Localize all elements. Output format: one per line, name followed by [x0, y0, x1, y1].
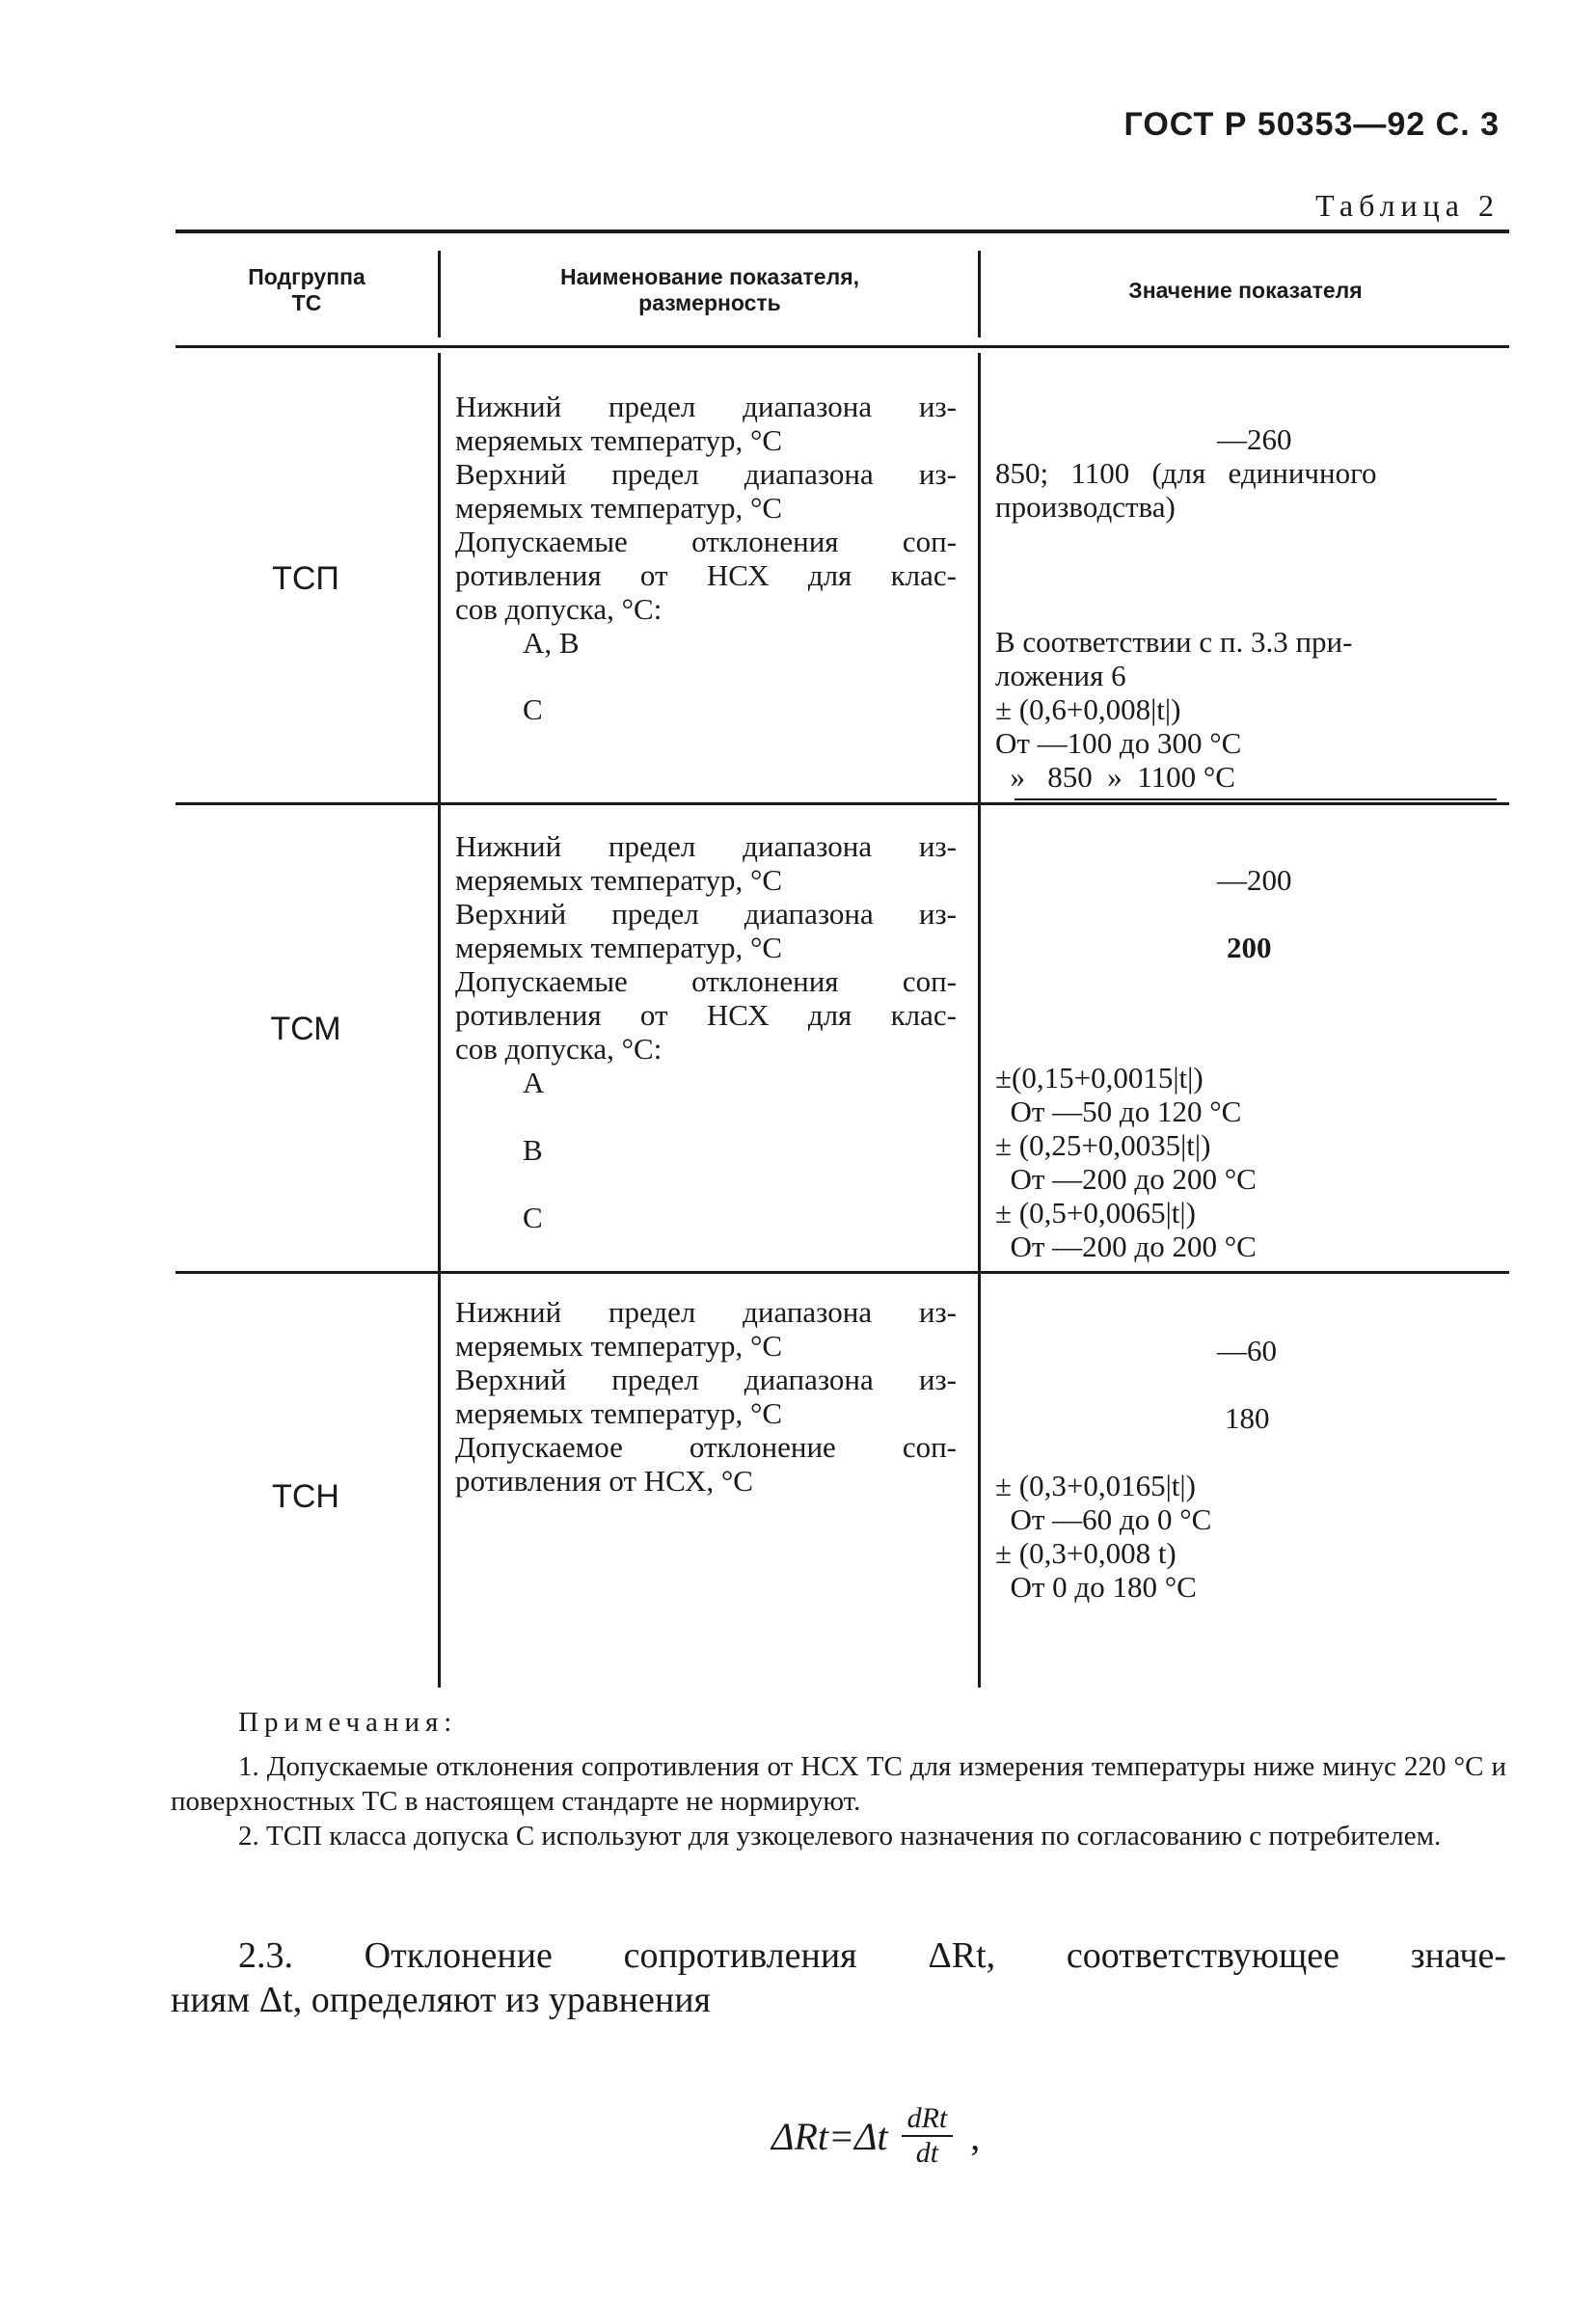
header-vline-2 [978, 251, 981, 338]
paragraph-line-2: ниям Δt, определяют из уравнения [171, 1980, 712, 2020]
tsp-c-3: » 850 » 1100 °С [995, 760, 1235, 794]
row-divider-2 [176, 1271, 1509, 1274]
body-vline-2 [978, 353, 981, 1688]
tsn-upper: 180 [1225, 1401, 1270, 1435]
header-vline-1 [438, 251, 441, 338]
group-tsp: ТСП [272, 560, 339, 597]
row-tsn-names: Нижний предел диапазона из- меряемых температур, °С Верхний предел диапазона из- меряемых температур, °С Допускаемое отклонение соп- ротивления от НСХ, °С [455, 1295, 957, 1498]
header-name: Наименование показателя, размерность [559, 264, 860, 315]
formula-comma: , [970, 2114, 981, 2158]
formula-fraction [902, 2102, 954, 2170]
section-paragraph [171, 1933, 1506, 2022]
row-tsp-names: Нижний предел диапазона из- меряемых температур, °С Верхний предел диапазона из- меряемых температур, °С Допускаемые отклонения соп- ротивления от НСХ для клас- сов допуска, °С: А, В С [455, 390, 957, 726]
tsn-d-2: От —60 до 0 °С [995, 1502, 1212, 1536]
tsm-upper: 200 [1227, 931, 1272, 964]
notes-block [171, 1705, 1506, 1853]
tsn-d-4: От 0 до 180 °С [995, 1570, 1197, 1604]
tsp-c-2: От —100 до 300 °С [995, 726, 1242, 760]
table-label: Таблица 2 [1315, 188, 1500, 223]
row-tsm-names: Нижний предел диапазона из- меряемых температур, °С Верхний предел диапазона из- меряемых температур, °С Допускаемые отклонения соп- ротивления от НСХ для клас- сов допуска, °С: А В С [455, 829, 957, 1234]
tsm-c-2: От —200 до 200 °С [995, 1230, 1257, 1263]
header-group: Подгруппа ТС [248, 264, 365, 315]
header-value: Значение показателя [1128, 278, 1363, 303]
tsm-a-2: От —50 до 120 °С [995, 1094, 1242, 1128]
tsp-upper-2: производства) [995, 490, 1176, 524]
paragraph-line-1: 2.3. Отклонение сопротивления ΔRt, соответствующее значе- [238, 1935, 1506, 1976]
tsm-b-2: От —200 до 200 °С [995, 1162, 1257, 1196]
tsm-a-1: ±(0,15+0,0015|t|) [995, 1061, 1204, 1094]
formula-denominator: dt [915, 2137, 939, 2169]
value-underline [1014, 798, 1497, 800]
tsp-lower: —260 [1217, 422, 1292, 456]
formula-lhs: ΔRt=Δt [771, 2114, 888, 2158]
note-1: 1. Допускаемые отклонения сопротивления от НСХ ТС для измерения температуры ниже минус 220 °С и поверхностных ТС в настоящем стандарте не нормируют. [171, 1751, 1506, 1817]
group-tsn: ТСН [272, 1478, 339, 1515]
tsp-ab-2: ложения 6 [995, 659, 1126, 692]
row-divider-1 [176, 802, 1509, 805]
tsp-upper-1: 850; 1100 (для единичного [995, 456, 1377, 490]
notes-title: Примечания: [238, 1707, 458, 1738]
tsm-c-1: ± (0,5+0,0065|t|) [995, 1196, 1196, 1230]
page-header: ГОСТ Р 50353—92 С. 3 [1123, 106, 1500, 143]
header-bottom-rule [176, 345, 1509, 348]
tsn-d-1: ± (0,3+0,0165|t|) [995, 1469, 1196, 1502]
table-top-rule [176, 230, 1509, 233]
body-vline-1 [438, 353, 441, 1688]
tsp-ab-1: В соответствии с п. 3.3 при- [995, 625, 1353, 659]
note-2: 2. ТСП класса допуска С используют для узкоцелевого назначения по согласованию с потребителем. [238, 1821, 1442, 1851]
data-table [176, 230, 1509, 1688]
group-tsm: ТСМ [270, 1011, 341, 1047]
formula [771, 2102, 980, 2170]
tsn-d-3: ± (0,3+0,008 t) [995, 1536, 1177, 1570]
tsm-b-1: ± (0,25+0,0035|t|) [995, 1128, 1211, 1162]
formula-numerator: dRt [902, 2102, 954, 2137]
tsp-c-1: ± (0,6+0,008|t|) [995, 692, 1181, 726]
tsm-lower: —200 [1217, 863, 1292, 897]
tsn-lower: —60 [1217, 1334, 1277, 1367]
